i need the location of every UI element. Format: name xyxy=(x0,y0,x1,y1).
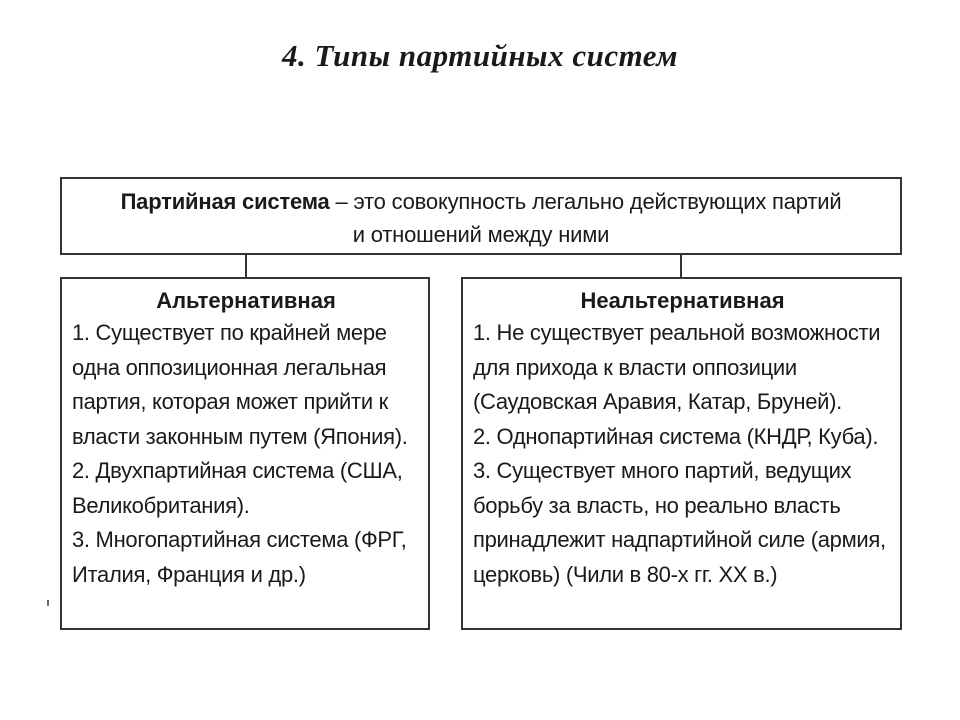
connector-right xyxy=(680,255,682,277)
alternative-item-1: 1. Существует по крайней мере одна оппозиционная легальная партия, которая может прийти к власти законным путем (Япония). xyxy=(72,320,408,449)
non-alternative-box xyxy=(461,277,902,630)
non-alternative-item-2: 2. Однопартийная система (КНДР, Куба). xyxy=(473,423,879,449)
scan-artifact-mark xyxy=(47,600,49,606)
definition-dash: – xyxy=(329,189,354,214)
alternative-heading: Альтернативная xyxy=(156,288,336,313)
definition-text-line2: и отношений между ними xyxy=(352,222,610,247)
alternative-item-2: 2. Двухпартийная система (США, Великобритания). xyxy=(72,458,403,518)
definition-term: Партийная система xyxy=(120,189,330,214)
alternative-box xyxy=(60,277,430,630)
alternative-item-3: 3. Многопартийная система (ФРГ, Италия, Франция и др.) xyxy=(72,527,407,587)
definition-text-line1: это совокупность легально действующих партий xyxy=(353,189,842,214)
non-alternative-item-1: 1. Не существует реальной возможности для прихода к власти оппозиции (Саудовская Аравия, Катар, Бруней). xyxy=(473,320,881,414)
connector-left xyxy=(245,255,247,277)
definition-box xyxy=(60,177,902,255)
page-title: 4. Типы партийных систем xyxy=(281,38,679,73)
non-alternative-heading: Неальтернативная xyxy=(580,288,785,313)
non-alternative-item-3: 3. Существует много партий, ведущих борьбу за власть, но реально власть принадлежит надпартийной силе (армия, церковь) (Чили в 80-х гг. XX в.) xyxy=(473,458,886,587)
